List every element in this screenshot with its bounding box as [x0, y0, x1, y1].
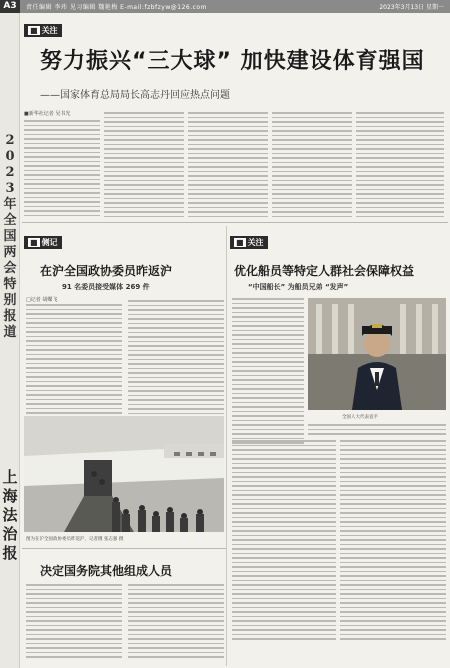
- special-report-title: 2023年全国两会特别报道: [3, 133, 17, 340]
- bottom-divider: [22, 548, 226, 549]
- bottom-headline: 决定国务院其他组成人员: [40, 564, 173, 578]
- top-section-tag: ■ 关注: [24, 18, 62, 37]
- masthead-bar: [0, 0, 450, 13]
- left-section-tag: ■ 侧记: [24, 230, 62, 249]
- right-subheadline: “中国船长” 为船员兄弟 “发声”: [248, 283, 349, 291]
- left-subheadline: 91 名委员接受媒体 269 件: [62, 283, 150, 291]
- right-photo-caption: 全国人大代表袁平: [342, 415, 378, 420]
- right-section-tag: ■ 关注: [230, 230, 268, 249]
- bottom-body-column-1: [26, 584, 122, 661]
- top-body-column-3: [188, 112, 268, 220]
- left-body-column-2: [128, 300, 224, 426]
- top-body-column-2: [104, 112, 184, 220]
- top-headline: 努力振兴“三大球” 加快建设体育强国: [40, 49, 425, 74]
- right-body-column-1: [232, 298, 304, 447]
- column-divider: [226, 226, 227, 666]
- right-body-under-photo: [308, 424, 446, 438]
- left-tag-label: 侧记: [41, 238, 58, 247]
- bottom-body-column-2: [128, 584, 224, 661]
- top-body-column-1: [24, 120, 100, 219]
- newspaper-name: 上海法治报: [2, 468, 18, 562]
- top-body-column-4: [272, 112, 352, 220]
- top-body-column-5: [356, 112, 444, 220]
- section-divider: [22, 222, 448, 223]
- top-byline: ■新华社记者 吴书光: [24, 111, 71, 117]
- edition-label: A3: [0, 0, 20, 13]
- right-tag-label: 关注: [247, 238, 264, 247]
- left-body-column-1: [26, 304, 122, 426]
- right-headline: 优化船员等特定人群社会保障权益: [234, 264, 415, 278]
- issue-date: 2023年3月13日 星期一: [379, 4, 444, 11]
- right-body-column-2: [232, 440, 336, 643]
- top-tag-label: 关注: [41, 26, 58, 35]
- delegates-airplane-photo: [24, 416, 224, 532]
- delegate-portrait-photo: [308, 298, 446, 410]
- left-photo-caption: 图为在沪全国政协委员昨返沪，记者摄 张志强 摄: [26, 537, 124, 542]
- left-byline: □记者 胡蝶飞: [26, 297, 58, 303]
- top-subheadline: ——国家体育总局局长高志丹回应热点问题: [40, 90, 230, 101]
- right-body-column-3: [340, 440, 446, 643]
- editor-credits: 责任编辑 李玮 见习编辑 魏艳梅 E-mail:fzbfzyw@126.com: [26, 4, 207, 11]
- side-band: [0, 13, 20, 668]
- left-headline: 在沪全国政协委员昨返沪: [40, 264, 173, 278]
